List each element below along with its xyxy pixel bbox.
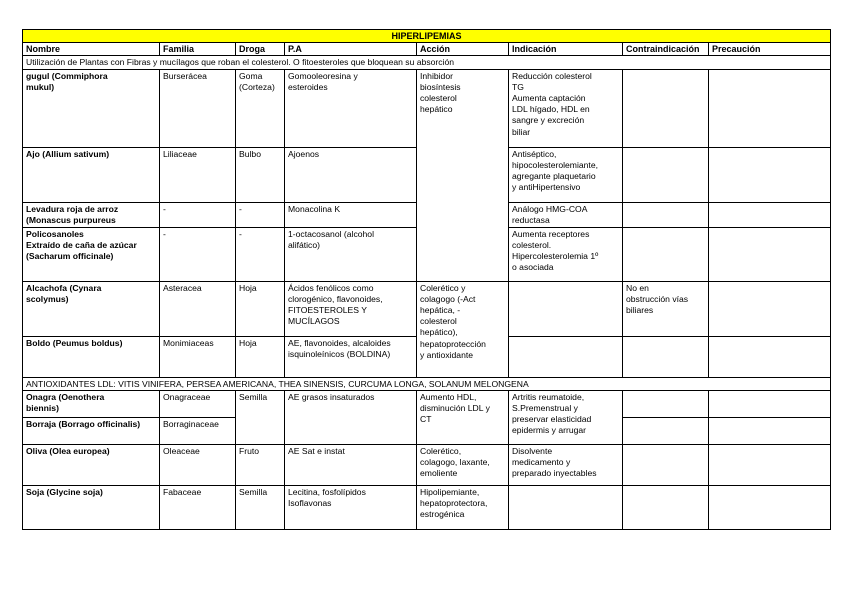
table-title: HIPERLIPEMIAS [23,30,831,43]
cell-text-line: Hoja [239,282,257,293]
cell-text-line: mukul) [26,81,55,92]
cell-nombre [23,390,160,417]
cell-text-line: hepatoprotección [420,338,486,349]
cell-precaucion [709,336,831,377]
cell-text-line: Hipolipemiante, [420,486,480,497]
cell-text-line: Fruto [239,445,260,456]
cell-text-line: - [239,203,242,214]
cell-text-line: Soja (Glycine soja) [26,486,103,497]
cell-accion [417,281,509,377]
cell-familia: Burserácea [160,69,236,147]
cell-indicacion [509,202,623,227]
cell-contraindicacion [623,69,709,147]
cell-text-line: Reducción colesterol [512,70,592,81]
header-accion: Acción [417,43,509,56]
cell-text-line: hepatoprotectora, [420,498,488,509]
cell-droga [236,281,285,336]
header-row [23,43,831,56]
cell-accion [417,390,509,444]
cell-nombre [23,281,160,336]
cell-text-line: MUCÍLAGOS [288,316,340,327]
cell-text-line: sangre y excreción [512,115,585,126]
cell-text-line: Disolvente [512,445,553,456]
cell-pa [285,227,417,281]
cell-indicacion [509,281,623,336]
cell-text-line: Antiséptico, [512,148,557,159]
cell-indicacion [509,390,623,444]
cell-text-line: Borraja (Borrago officinalis) [26,418,141,429]
cell-text-line: (Monascus purpureus [26,214,116,225]
cell-text-line: clorogénico, flavonoides, [288,293,383,304]
header-indicacion: Indicación [509,43,623,56]
cell-text-line: Ácidos fenólicos como [288,282,374,293]
cell-droga [236,336,285,377]
cell-text-line: Bulbo [239,148,261,159]
cell-text-line: Semilla [239,391,268,402]
cell-nombre [23,444,160,485]
cell-nombre [23,485,160,529]
cell-text-line: Isoflavonas [288,498,332,509]
section-fibras: Utilización de Plantas con Fibras y mucílagos que roban el colesterol. O fitoesteroles que bloquean su absorción [23,56,831,69]
cell-text-line: AE, flavonoides, alcaloides [288,337,391,348]
cell-text-line: (Sacharum officinale) [26,251,114,262]
cell-familia: Fabaceae [160,485,236,529]
header-contraindicacion: Contraindicación [623,43,709,56]
cell-text-line: FITOESTEROLES Y [288,305,367,316]
cell-text-line: No en [626,282,649,293]
section-antioxidantes: ANTIOXIDANTES LDL: VITIS VINIFERA, PERSEA AMERICANA, THEA SINENSIS, CURCUMA LONGA, SOLANUM MELONGENA [23,377,831,390]
cell-indicacion [509,444,623,485]
cell-text-line: Boldo (Peumus boldus) [26,337,123,348]
table-row [23,281,831,336]
cell-text-line: isquinoleínicos (BOLDINA) [288,348,391,359]
cell-text-line: o asociada [512,262,554,273]
cell-contraindicacion [623,281,709,336]
cell-nombre [23,336,160,377]
cell-text-line: Goma [239,70,263,81]
cell-text-line: Ajo (Allium sativum) [26,148,110,159]
cell-text-line: Lecitina, fosfolípidos [288,486,366,497]
cell-precaucion [709,417,831,444]
cell-nombre [23,202,160,227]
cell-precaucion [709,485,831,529]
cell-pa [285,444,417,485]
header-precaucion: Precaución [709,43,831,56]
cell-contraindicacion [623,444,709,485]
cell-text-line: 1-octacosanol (alcohol [288,228,374,239]
cell-text-line: Oliva (Olea europea) [26,445,110,456]
cell-text-line: esteroides [288,81,328,92]
cell-precaucion [709,147,831,202]
cell-contraindicacion [623,147,709,202]
header-nombre: Nombre [23,43,160,56]
cell-text-line: AE Sat e instat [288,445,345,456]
cell-text-line: emoliente [420,468,458,479]
cell-contraindicacion [623,202,709,227]
cell-text-line: Aumento HDL, [420,391,477,402]
cell-text-line: Alcachofa (Cynara [26,282,102,293]
cell-text-line: estrogénica [420,509,465,520]
cell-text-line: obstrucción vías [626,293,689,304]
cell-contraindicacion [623,417,709,444]
cell-droga [236,202,285,227]
cell-precaucion [709,390,831,417]
cell-text-line: (Corteza) [239,81,275,92]
cell-text-line: TG [512,81,524,92]
header-pa: P.A [285,43,417,56]
cell-precaucion [709,227,831,281]
cell-text-line: Artritis reumatoide, [512,391,585,402]
cell-text-line: AE grasos insaturados [288,391,375,402]
cell-familia: Onagraceae [160,390,236,417]
cell-text-line: Inhibidor [420,70,453,81]
cell-text-line: - [239,228,242,239]
cell-text-line: preparado inyectables [512,468,597,479]
cell-text-line: colesterol. [512,239,552,250]
cell-familia: - [160,227,236,281]
table-row [23,444,831,485]
cell-droga [236,485,285,529]
cell-text-line: y antiHipertensivo [512,182,581,193]
cell-text-line: Levadura roja de arroz [26,203,119,214]
cell-droga [236,69,285,147]
cell-contraindicacion [623,485,709,529]
cell-nombre [23,417,160,444]
cell-contraindicacion [623,227,709,281]
cell-text-line: hepática, - [420,305,461,316]
cell-pa [285,147,417,202]
cell-text-line: colagogo, laxante, [420,457,490,468]
cell-text-line: agregante plaquetario [512,171,596,182]
cell-precaucion [709,444,831,485]
cell-indicacion [509,227,623,281]
cell-text-line: alifático) [288,239,320,250]
cell-indicacion [509,485,623,529]
cell-text-line: Hoja [239,337,257,348]
cell-indicacion [509,336,623,377]
cell-nombre [23,147,160,202]
cell-accion [417,485,509,529]
cell-pa [285,336,417,377]
cell-text-line: reductasa [512,214,550,225]
cell-precaucion [709,69,831,147]
table-row [23,69,831,147]
header-familia: Familia [160,43,236,56]
cell-text-line: biliar [512,126,531,137]
cell-text-line: hepático), [420,327,458,338]
cell-familia: Oleaceae [160,444,236,485]
cell-text-line: Policosanoles [26,228,84,239]
cell-text-line: Hipercolesterolemia 1º [512,251,599,262]
cell-text-line: Onagra (Oenothera [26,391,105,402]
cell-text-line: Ajoenos [288,148,320,159]
cell-familia: - [160,202,236,227]
cell-droga [236,390,285,444]
cell-text-line: Colerético y [420,282,466,293]
cell-text-line: hepático [420,104,453,115]
cell-text-line: y antioxidante [420,349,474,360]
cell-text-line: colagogo (-Act [420,293,476,304]
cell-text-line: biliares [626,305,654,316]
cell-text-line: scolymus) [26,293,69,304]
cell-nombre [23,69,160,147]
cell-familia: Monimiaceas [160,336,236,377]
cell-precaucion [709,281,831,336]
cell-contraindicacion [623,336,709,377]
cell-familia: Asteracea [160,281,236,336]
cell-accion [417,69,509,281]
cell-text-line: epidermis y arrugar [512,425,587,436]
cell-pa [285,281,417,336]
cell-text-line: Aumenta captación [512,93,586,104]
cell-text-line: Monacolina K [288,203,341,214]
cell-pa [285,202,417,227]
cell-text-line: biosíntesis [420,81,461,92]
cell-text-line: Semilla [239,486,268,497]
cell-text-line: Análogo HMG-COA [512,203,588,214]
cell-text-line: Aumenta receptores [512,228,590,239]
cell-text-line: Colerético, [420,445,462,456]
cell-text-line: LDL hígado, HDL en [512,104,590,115]
cell-text-line: disminución LDL y [420,403,490,414]
header-droga: Droga [236,43,285,56]
cell-indicacion [509,69,623,147]
cell-text-line: gugul (Commiphora [26,70,108,81]
cell-text-line: preservar elasticidad [512,414,592,425]
cell-text-line: S.Premenstrual y [512,403,578,414]
cell-text-line: biennis) [26,403,59,414]
cell-text-line: Extraído de caña de azúcar [26,239,137,250]
table-row [23,390,831,417]
cell-text-line: Gomooleoresina y [288,70,358,81]
cell-text-line: medicamento y [512,457,571,468]
cell-droga [236,444,285,485]
cell-pa [285,69,417,147]
cell-text-line: hipocolesterolemiante, [512,159,598,170]
cell-indicacion [509,147,623,202]
cell-pa [285,390,417,444]
cell-familia: Borraginaceae [160,417,236,444]
cell-text-line: colesterol [420,93,457,104]
cell-text-line: colesterol [420,316,457,327]
cell-accion [417,444,509,485]
cell-precaucion [709,202,831,227]
cell-familia: Liliaceae [160,147,236,202]
cell-text-line: CT [420,414,432,425]
cell-contraindicacion [623,390,709,417]
table-row [23,485,831,529]
cell-droga [236,147,285,202]
cell-droga [236,227,285,281]
cell-nombre [23,227,160,281]
cell-pa [285,485,417,529]
hiperlipemias-table [22,29,831,530]
